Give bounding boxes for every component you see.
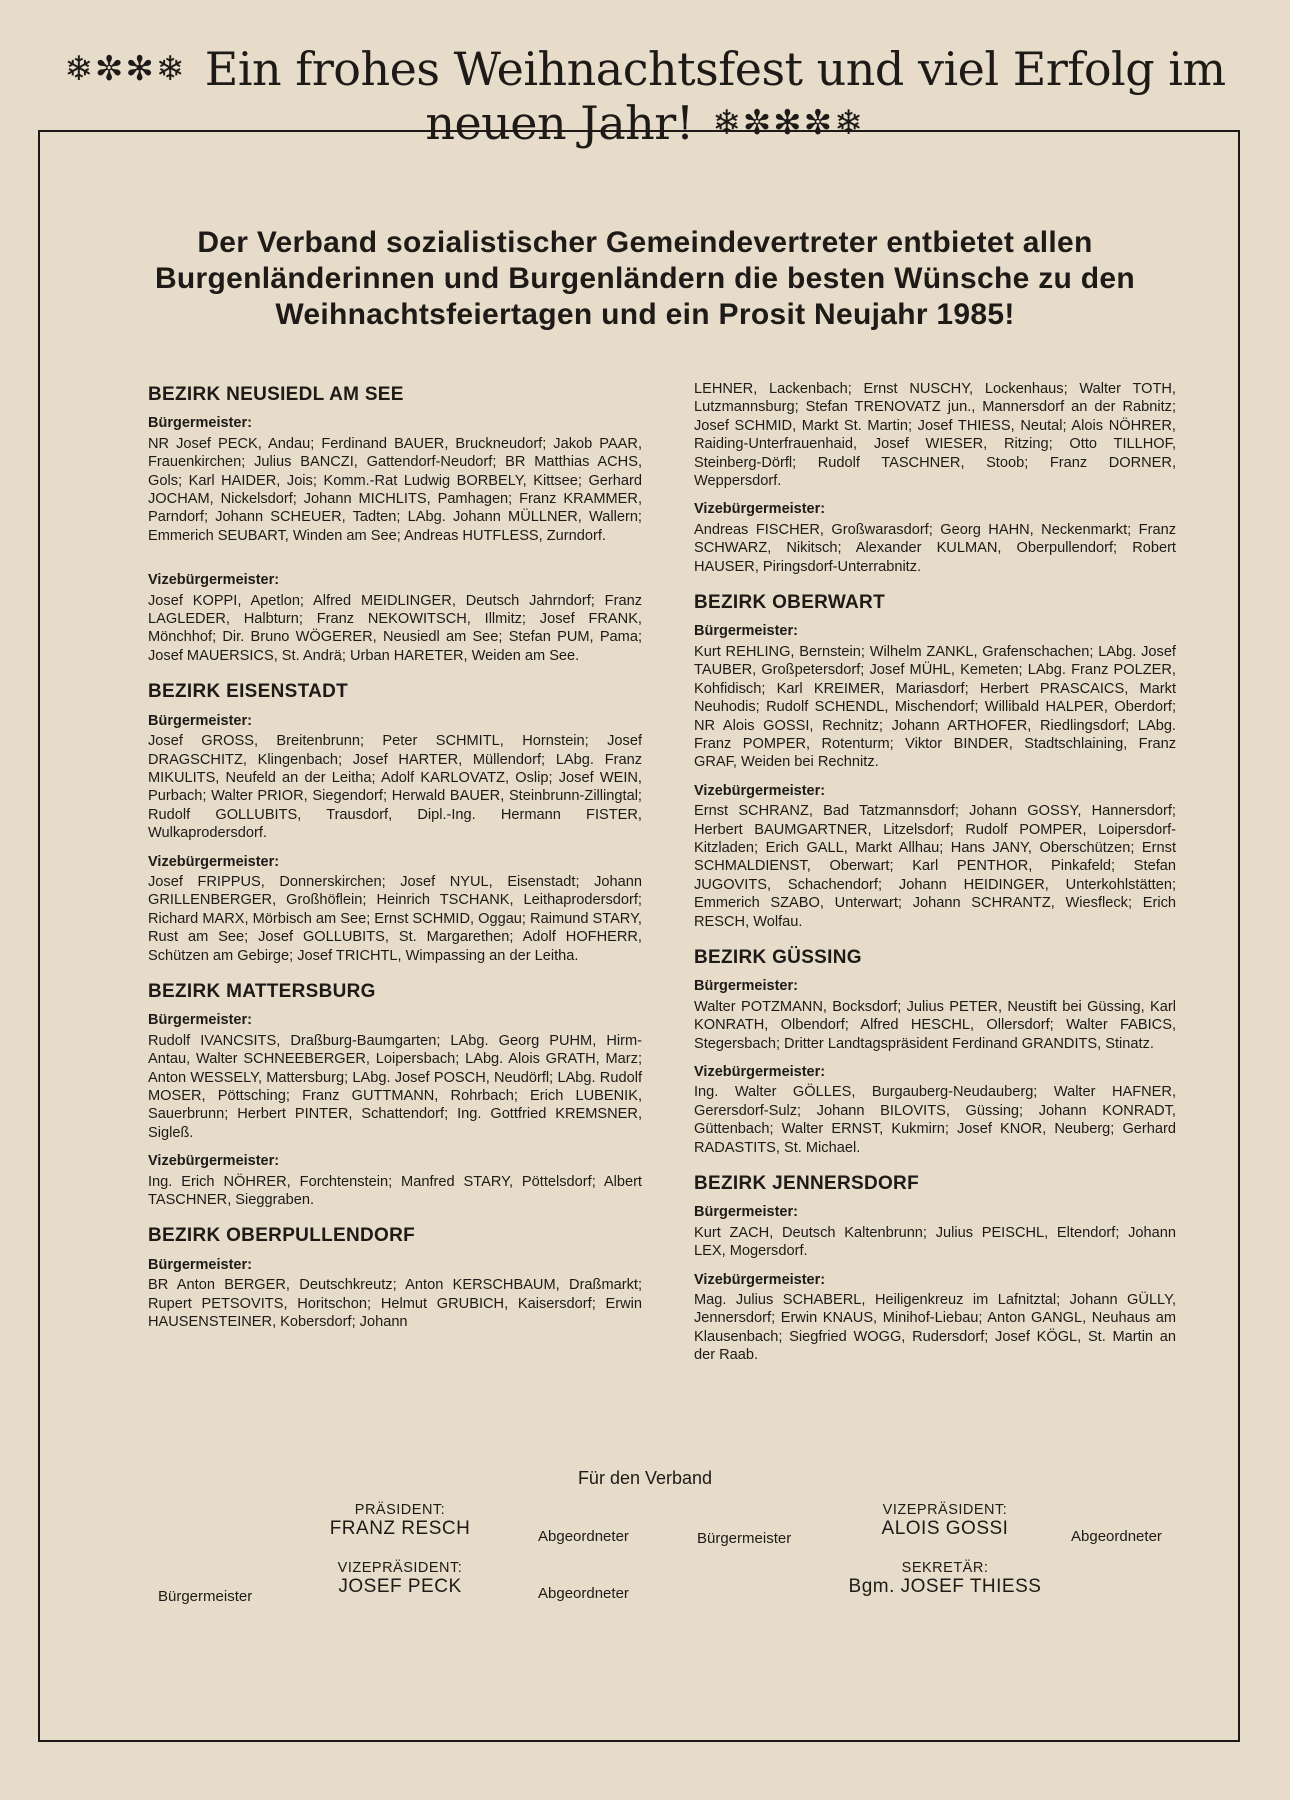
left-column (148, 380, 642, 1331)
secretary-signature (820, 1560, 1070, 1598)
mayor-label: Bürgermeister: (694, 978, 798, 995)
vice-mayor-label: Vizebürgermeister: (694, 782, 826, 799)
mayor-label: Bürgermeister: (694, 623, 798, 640)
mayor-label: Bürgermeister: (148, 415, 252, 432)
district-guessing (694, 946, 1176, 1157)
vice-mayor-list: Ing. Walter GÖLLES, Burgauberg-Neudauberg; Walter HAFNER, Gerersdorf-Sulz; Johann BILOVITS, Güssing; Johann KONRADT, Güttenbach; Walter ERNST, Kukmirn; Josef KNOR, Neuberg; Gerhard RADASTITS, St. Michael. (694, 1084, 1176, 1156)
district-jennersdorf (694, 1175, 1176, 1365)
mayor-list: Walter POTZMANN, Bocksdorf; Julius PETER, Neustift bei Güssing, Karl KONRATH, Olbendorf; Alfred HESCHL, Ollersdorf; Walter FABICS, Stegersbach; Dritter Landtagspräsident Ferdinand GRANDITS, Stinatz. (694, 998, 1176, 1052)
vice-president-1-title-right: Abgeordneter (538, 1585, 629, 1602)
vice-president-2-signature (840, 1502, 1050, 1540)
mayor-list-part2: LEHNER, Lackenbach; Ernst NUSCHY, Lockenhaus; Walter TOTH, Lutzmannsburg; Stefan TRENOVATZ jun., Mannersdorf an der Rabnitz; Josef SCHMID, Markt St. Martin; Josef THIESS, Neutal; Alois NÖHRER, Raiding-Unterfrauenhaid, Josef WIESER, Ritzing; Otto TILLHOF, Steinberg-Dörfl; Rudolf TASCHNER, Stoob; Franz DORNER, Weppersdorf. (694, 381, 1176, 490)
mayor-list: Kurt REHLING, Bernstein; Wilhelm ZANKL, Grafenschachen; LAbg. Josef TAUBER, Großpetersdorf; Josef MÜHL, Kemeten; LAbg. Franz POLZER, Kohfidisch; Karl KREIMER, Mariasdorf; Herbert PRASCAICS, Markt Neuhodis; Rudolf SCHENDL, Mischendorf; Willibald HALPER, Oberdorf; NR Alois GOSSI, Rechnitz; Johann ARTHOFER, Riedlingsdorf; LAbg. Franz POMPER, Rotenturm; Viktor BINDER, Stadtschlaining, Franz GRAF, Weiden bei Rechnitz. (694, 643, 1176, 771)
secretary-name: Bgm. JOSEF THIESS (848, 1576, 1042, 1597)
vice-mayor-list: Josef FRIPPUS, Donnerskirchen; Josef NYUL, Eisenstadt; Johann GRILLENBERGER, Großhöflein; Heinrich TSCHANK, Leithaprodersdorf; Richard MARX, Mörbisch am See; Ernst SCHMID, Oggau; Raimund STARY, Rust am See; Josef GOLLUBITS, St. Margarethen; Adolf HOFHERR, Schützen am Gebirge; Josef TRICHTL, Wimpassing an der Leitha. (148, 873, 642, 964)
vice-mayor-label: Vizebürgermeister: (694, 501, 826, 518)
vice-president-2-title-left: Bürgermeister (697, 1530, 792, 1547)
snowflake-ornament-left-icon: ❄✼✻❄ (64, 49, 187, 89)
mayor-label: Bürgermeister: (148, 1256, 252, 1273)
vice-mayor-list: Mag. Julius SCHABERL, Heiligenkreuz im Lafnitztal; Johann GÜLLY, Jennersdorf; Erwin KNAUS, Minihof-Liebau; Anton GANGL, Neuhaus am Klausenbach; Siegfried WOGG, Rudersdorf; Josef KÖGL, St. Martin an der Raab. (694, 1292, 1176, 1364)
president-title: Abgeordneter (538, 1528, 629, 1545)
district-oberpullendorf (148, 1227, 642, 1331)
vice-president-2-title-right: Abgeordneter (1071, 1528, 1162, 1545)
secretary-role: SEKRETÄR: (901, 1560, 989, 1576)
district-title: BEZIRK OBERPULLENDORF (148, 1225, 416, 1247)
district-title: BEZIRK MATTERSBURG (148, 980, 376, 1002)
snowflake-ornament-right-icon: ❄✼✻✼❄ (712, 103, 865, 143)
president-signature (300, 1502, 500, 1540)
greeting-banner (0, 42, 1290, 150)
vice-president-2-role: VIZEPRÄSIDENT: (882, 1502, 1008, 1518)
vice-mayor-label: Vizebürgermeister: (148, 1153, 280, 1170)
vice-president-1-signature (300, 1560, 500, 1598)
district-title: BEZIRK OBERWART (694, 592, 885, 614)
vice-president-1-role: VIZEPRÄSIDENT: (337, 1560, 463, 1576)
greeting-text: Ein frohes Weihnachtsfest und viel Erfolg im neuen Jahr! (204, 42, 1226, 150)
mayor-label: Bürgermeister: (148, 1012, 252, 1029)
mayor-list: NR Josef PECK, Andau; Ferdinand BAUER, Bruckneudorf; Jakob PAAR, Frauenkirchen; Julius BANCZI, Gattendorf-Neudorf; BR Matthias ACHS, Gols; Karl HAIDER, Jois; Komm.-Rat Ludwig BORBELY, Kittsee; Gerhard JOCHAM, Nickelsdorf; Johann MICHLITS, Pamhagen; Franz KRAMMER, Parndorf; Johann SCHEUER, Tadten; LAbg. Johann MÜLLNER, Wallern; Emmerich SEUBART, Winden am See; Andreas HUTFLESS, Zurndorf. (148, 435, 642, 544)
district-title: BEZIRK GÜSSING (694, 946, 862, 968)
district-oberpullendorf-continued (694, 380, 1176, 576)
district-oberwart (694, 594, 1176, 931)
footer-intro: Für den Verband (577, 1468, 713, 1488)
district-neusiedl (148, 386, 642, 665)
vice-mayor-label: Vizebürgermeister: (148, 572, 280, 589)
district-title: BEZIRK EISENSTADT (148, 681, 349, 703)
vice-mayor-list: Andreas FISCHER, Großwarasdorf; Georg HAHN, Neckenmarkt; Franz SCHWARZ, Nikitsch; Alexander KULMAN, Oberpullendorf; Robert HAUSER, Piringsdorf-Unterrabnitz. (694, 521, 1176, 575)
vice-president-1-title-left: Bürgermeister (158, 1588, 253, 1605)
mayor-label: Bürgermeister: (694, 1204, 798, 1221)
vice-president-2-name: ALOIS GOSSI (881, 1518, 1009, 1539)
mayor-label: Bürgermeister: (148, 712, 252, 729)
district-eisenstadt (148, 683, 642, 965)
vice-mayor-label: Vizebürgermeister: (694, 1271, 826, 1288)
district-title: BEZIRK JENNERSDORF (694, 1173, 919, 1195)
president-role: PRÄSIDENT: (354, 1502, 446, 1518)
mayor-list: Josef GROSS, Breitenbrunn; Peter SCHMITL, Hornstein; Josef DRAGSCHITZ, Klingenbach; Josef HARTER, Müllendorf; LAbg. Franz MIKULITS, Neufeld an der Leitha; Adolf KARLOVATZ, Oslip; Josef WEIN, Purbach; Walter PRIOR, Siegendorf; Herwald BAUER, Steinbrunn-Zillingtal; Rudolf GOLLUBITS, Trausdorf, Dipl.-Ing. Hermann FISTER, Wulkaprodersdorf. (148, 733, 642, 842)
page-title: Der Verband sozialistischer Gemeindevertreter entbietet allen Burgenländerinnen und Burgenländern die besten Wünsche zu den Weihnachtsfeiertagen und ein Prosit Neujahr 1985! (154, 226, 1136, 331)
right-column (694, 380, 1176, 1365)
vice-mayor-list: Ernst SCHRANZ, Bad Tatzmannsdorf; Johann GOSSY, Hannersdorf; Herbert BAUMGARTNER, Litzelsdorf; Rudolf POMPER, Loipersdorf-Kitzladen; Erich GALL, Markt Allhau; Hans JANY, Oberschützen; Ernst SCHMALDIENST, Oberwart; Karl PENTHOR, Pinkafeld; Stefan JUGOVITS, Schachendorf; Johann HEIDINGER, Unterkohlstätten; Emmerich SZABO, Unterwart; Johann SCHRANTZ, Wiesfleck; Erich RESCH, Wolfau. (694, 803, 1176, 930)
president-name: FRANZ RESCH (329, 1518, 471, 1539)
district-mattersburg (148, 980, 642, 1209)
vice-mayor-list: Ing. Erich NÖHRER, Forchtenstein; Manfred STARY, Pöttelsdorf; Albert TASCHNER, Sieggraben. (148, 1173, 642, 1209)
vice-mayor-label: Vizebürgermeister: (148, 853, 280, 870)
district-title: BEZIRK NEUSIEDL AM SEE (148, 384, 404, 405)
vice-mayor-list: Josef KOPPI, Apetlon; Alfred MEIDLINGER, Deutsch Jahrndorf; Franz LAGLEDER, Halbturn; Franz NEKOWITSCH, Illmitz; Josef FRANK, Mönchhof; Dir. Bruno WÖGERER, Neusiedl am See; Stefan PUM, Pama; Josef MAUERSICS, St. Andrä; Urban HARETER, Weiden am See. (148, 592, 642, 664)
mayor-list: Kurt ZACH, Deutsch Kaltenbrunn; Julius PEISCHL, Eltendorf; Johann LEX, Mogersdorf. (694, 1224, 1176, 1260)
mayor-list-part1: BR Anton BERGER, Deutschkreutz; Anton KERSCHBAUM, Draßmarkt; Rupert PETSOVITS, Horitschon; Helmut GRUBICH, Kaisersdorf; Erwin HAUSENSTEINER, Kobersdorf; Johann (148, 1277, 642, 1331)
mayor-list: Rudolf IVANCSITS, Draßburg-Baumgarten; LAbg. Georg PUHM, Hirm-Antau, Walter SCHNEEBERGER, Loipersbach; LAbg. Alois GRATH, Marz; Anton WESSELY, Mattersburg; LAbg. Josef POSCH, Neudörfl; LAbg. Rudolf MOSER, Pöttsching; Franz GUTTMANN, Rohrbach; Erich LUBENIK, Sauerbrunn; Herbert PINTER, Schattendorf; Ing. Gottfried KREMSNER, Sigleß. (148, 1032, 642, 1141)
vice-mayor-label: Vizebürgermeister: (694, 1064, 826, 1080)
vice-president-1-name: JOSEF PECK (338, 1576, 462, 1597)
